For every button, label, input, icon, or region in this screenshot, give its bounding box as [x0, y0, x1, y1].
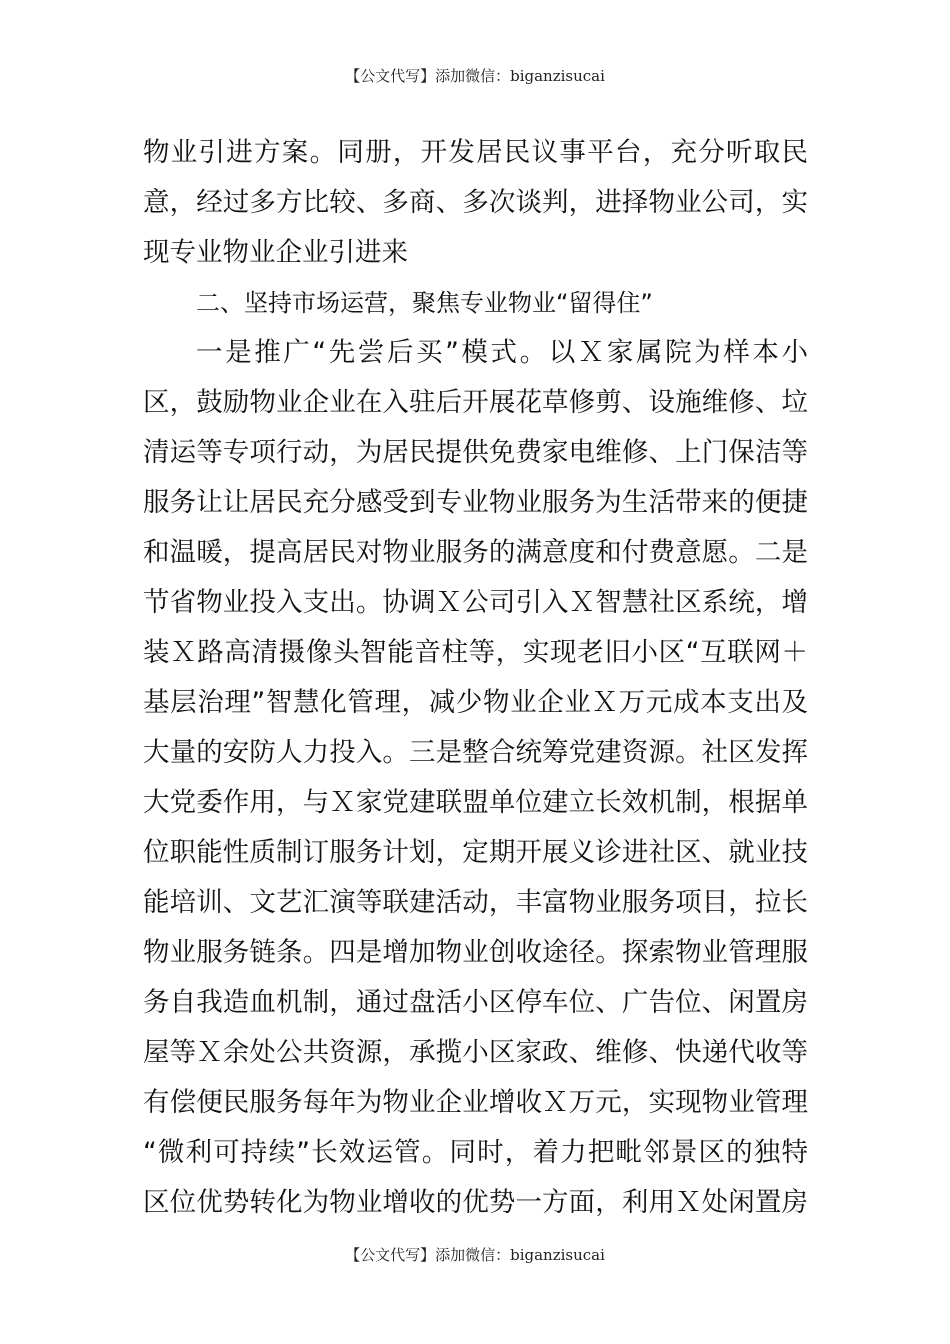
body-line: 能培训、文艺汇演等联建活动，丰富物业服务项目，拉长 [143, 887, 808, 918]
section-heading: 二、坚持市场运营，聚焦专业物业“留得住” [196, 289, 653, 317]
body-line: 大党委作用，与Ｘ家党建联盟单位建立长效机制，根据单 [143, 787, 808, 818]
body-line: 大量的安防人力投入。三是整合统筹党建资源。社区发挥 [143, 737, 808, 768]
body-line: 区位优势转化为物业增收的优势一方面，利用Ｘ处闲置房 [143, 1187, 808, 1218]
body-line: 服务让让居民充分感受到专业物业服务为生活带来的便捷 [143, 487, 808, 518]
document-body [143, 128, 808, 1228]
body-line: 一是推广“先尝后买”模式。以Ｘ家属院为样本小 [196, 337, 808, 368]
body-line: 基层治理”智慧化管理，减少物业企业Ｘ万元成本支出及 [143, 687, 808, 718]
page-footer-watermark: 【公文代写】添加微信：biganzisucai [345, 1246, 605, 1264]
body-line: 现专业物业企业引进来 [143, 237, 408, 268]
page-header-watermark: 【公文代写】添加微信：biganzisucai [345, 67, 605, 85]
body-line: 务自我造血机制，通过盘活小区停车位、广告位、闲置房 [143, 987, 808, 1018]
body-line: 有偿便民服务每年为物业企业增收Ｘ万元，实现物业管理 [143, 1087, 808, 1118]
body-line: 屋等Ｘ余处公共资源，承揽小区家政、维修、快递代收等 [143, 1037, 808, 1068]
body-line: 区，鼓励物业企业在入驻后开展花草修剪、设施维修、垃 [143, 387, 808, 418]
body-line: 物业引进方案。同册，开发居民议事平台，充分听取民 [143, 137, 808, 168]
body-line: 清运等专项行动，为居民提供免费家电维修、上门保洁等 [143, 437, 808, 468]
body-line: “微利可持续”长效运管。同时，着力把毗邻景区的独特 [143, 1137, 808, 1168]
body-line: 装Ｘ路高清摄像头智能音柱等，实现老旧小区“互联网＋ [143, 637, 808, 668]
body-line: 位职能性质制订服务计划，定期开展义诊进社区、就业技 [143, 837, 808, 868]
body-line: 和温暖，提高居民对物业服务的满意度和付费意愿。二是 [143, 537, 808, 568]
body-line: 物业服务链条。四是增加物业创收途径。探索物业管理服 [143, 937, 808, 968]
body-line: 节省物业投入支出。协调Ｘ公司引入Ｘ智慧社区系统，增 [143, 587, 808, 618]
body-line: 意，经过多方比较、多商、多次谈判，进择物业公司，实 [143, 187, 808, 218]
